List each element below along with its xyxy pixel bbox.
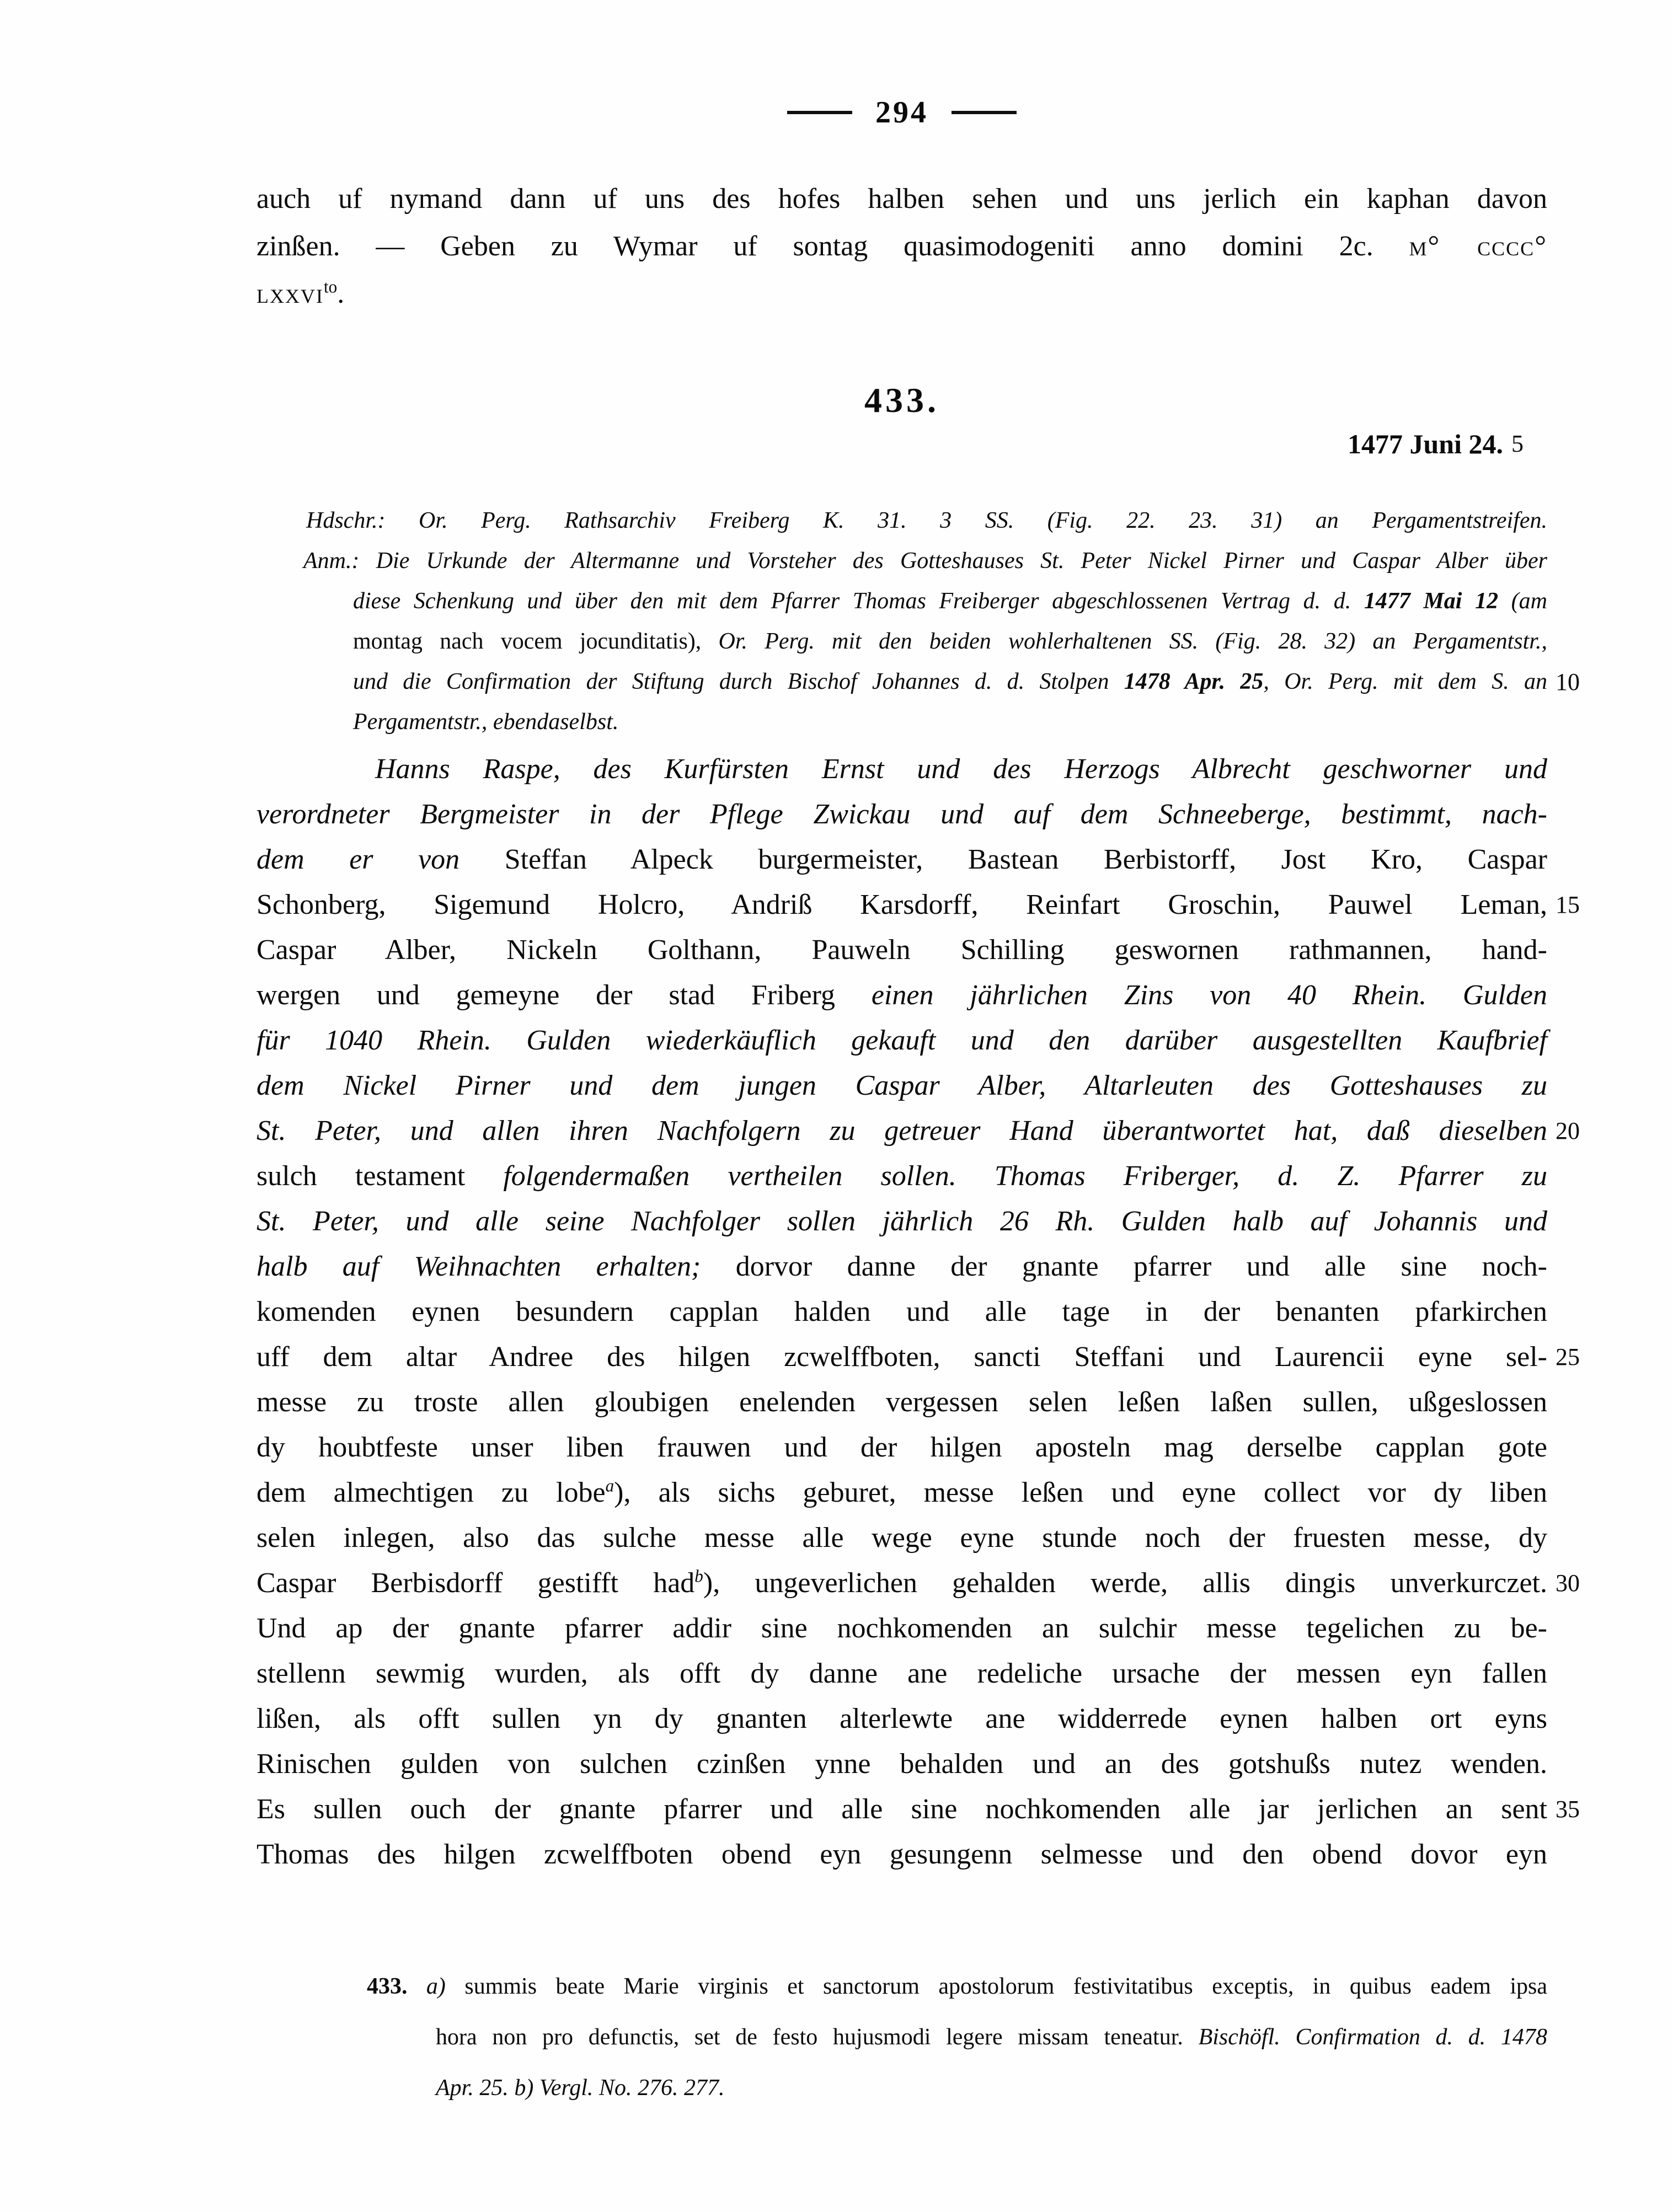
- text-segment: sulch testament: [256, 1160, 504, 1192]
- text-line: [256, 1154, 1547, 1199]
- text-segment: komenden eynen besundern capplan halden und alle tage in der benanten pfarkirchen: [256, 1296, 1547, 1327]
- text-line: [256, 973, 1547, 1018]
- text-line: [256, 747, 1547, 792]
- text-segment: dorvor danne der gnante pfarrer und alle sine noch-: [735, 1251, 1547, 1282]
- text-segment: to: [323, 277, 338, 297]
- text-line: [256, 1470, 1547, 1515]
- text-segment: a): [407, 1974, 465, 1999]
- header-right-rule: [952, 111, 1017, 114]
- text-line: [256, 1961, 1547, 2012]
- text-line: [256, 1244, 1547, 1289]
- document-date: 1477 Juni 24.: [1347, 429, 1503, 459]
- text-segment: zinßen. — Geben zu Wymar uf sontag quasimodogeniti anno domini 2c.: [256, 231, 1409, 262]
- text-segment: dem er von: [256, 844, 505, 875]
- text-line: [256, 581, 1547, 622]
- text-segment: Schonberg, Sigemund Holcro, Andriß Karsdorff, Reinfart Groschin, Pauwel Leman,: [256, 889, 1547, 920]
- text-line: [256, 2012, 1547, 2063]
- text-segment: für 1040 Rhein. Gulden wiederkäuflich gekauft und den darüber ausgestellten Kaufbrief: [256, 1025, 1547, 1056]
- text-line: [256, 662, 1580, 702]
- charter-text-block: [256, 747, 1580, 1877]
- text-segment: Es sullen ouch der gnante pfarrer und alle sine nochkomenden alle jar jerlichen an sent: [256, 1793, 1547, 1825]
- text-segment: dy houbtfeste unser liben frauwen und der hilgen aposteln mag derselbe capplan gote: [256, 1432, 1547, 1463]
- text-segment: summis beate Marie virginis et sanctorum apostolorum festivitatibus exceptis, in quibus eadem ipsa: [464, 1974, 1547, 1999]
- text-segment: Anm.: Die Urkunde der Altermanne und Vorsteher des Gotteshauses St. Peter Nickel Pirner und Caspar Alber über: [303, 548, 1547, 574]
- text-segment: Rinischen gulden von sulchen czinßen ynne behalden und an des gotshußs nutez wenden.: [256, 1748, 1547, 1780]
- text-segment: auch uf nymand dann uf uns des hofes halben sehen und uns jerlich ein kaphan davon: [256, 183, 1547, 215]
- text-line: [256, 1606, 1547, 1651]
- text-segment: , Or. Perg. mit dem S. an: [1263, 669, 1548, 694]
- document-date-row: [256, 427, 1547, 461]
- text-segment: Und ap der gnante pfarrer addir sine nochkomenden an sulchir messe tegelichen zu be-: [256, 1613, 1547, 1644]
- text-line: [256, 1651, 1547, 1696]
- text-segment: (am: [1498, 588, 1547, 614]
- text-line: [256, 1380, 1547, 1425]
- text-segment: folgendermaßen vertheilen sollen. Thomas Friberger, d. Z. Pfarrer zu: [503, 1160, 1548, 1192]
- apparatus-block: [256, 501, 1580, 742]
- text-segment: montag nach vocem jocunditatis),: [353, 629, 719, 654]
- margin-line-number: 5: [1511, 430, 1524, 457]
- text-segment: Pergamentstr., ebendaselbst.: [353, 709, 619, 735]
- text-segment: wergen und gemeyne der stad Friberg: [256, 979, 872, 1011]
- text-line: [256, 702, 1547, 742]
- page-number: 294: [875, 95, 928, 130]
- text-line: [256, 2063, 1547, 2113]
- text-line: [256, 1425, 1547, 1470]
- text-segment: stellenn sewmig wurden, als offt dy danne ane redeliche ursache der messen eyn fallen: [256, 1658, 1547, 1689]
- text-line: [256, 1696, 1547, 1742]
- previous-document-closing-paragraph: [256, 175, 1547, 318]
- text-line: [256, 501, 1547, 541]
- text-line: [256, 1063, 1547, 1108]
- footnotes-block: [256, 1961, 1547, 2113]
- text-segment: 433.: [367, 1974, 408, 1999]
- text-line: [256, 882, 1580, 928]
- text-segment: dem Nickel Pirner und dem jungen Caspar Alber, Altarleuten des Gotteshauses zu: [256, 1070, 1547, 1101]
- text-segment: 1478 Apr. 25: [1124, 669, 1264, 694]
- text-line: [256, 1787, 1580, 1832]
- text-segment: und die Confirmation der Stiftung durch Bischof Johannes d. d. Stolpen: [353, 669, 1124, 694]
- text-segment: Apr. 25. b) Vergl. No. 276. 277.: [436, 2075, 725, 2101]
- text-segment: hora non pro defunctis, set de festo hujusmodi legere missam teneatur.: [436, 2024, 1199, 2050]
- text-line: [256, 1515, 1547, 1561]
- header-left-rule: [787, 111, 852, 114]
- text-line: [256, 1561, 1580, 1606]
- page-header: [256, 93, 1547, 132]
- text-segment: selen inlegen, also das sulche messe alle wege eyne stunde noch der fruesten messe, dy: [256, 1522, 1547, 1554]
- text-segment: halb auf Weihnachten erhalten;: [256, 1251, 736, 1282]
- margin-line-number: 20: [1556, 1117, 1580, 1144]
- text-segment: Steffan Alpeck burgermeister, Bastean Berbistorff, Jost Kro, Caspar: [504, 844, 1548, 875]
- text-segment: ), ungeverlichen gehalden werde, allis dingis unverkurczet.: [703, 1567, 1547, 1599]
- document-number-heading: 433.: [864, 381, 939, 420]
- text-segment: Caspar Berbisdorff gestifft had: [256, 1567, 695, 1599]
- text-line: [256, 270, 1547, 318]
- margin-line-number: 10: [1556, 668, 1580, 695]
- text-segment: uff dem altar Andree des hilgen zcwelffboten, sancti Steffani und Laurencii eyne sel-: [256, 1341, 1547, 1373]
- text-segment: 1477 Mai 12: [1364, 588, 1499, 614]
- text-segment: .: [337, 278, 345, 309]
- margin-line-number: 25: [1556, 1343, 1580, 1370]
- margin-line-number: 30: [1556, 1570, 1580, 1597]
- text-segment: ), als sichs geburet, messe leßen und eyne collect vor dy liben: [614, 1477, 1547, 1508]
- text-segment: lißen, als offt sullen yn dy gnanten alterlewte ane widderrede eynen halben ort eyns: [256, 1703, 1547, 1734]
- margin-line-number: 15: [1556, 891, 1580, 918]
- text-line: [256, 1335, 1580, 1380]
- text-segment: Hdschr.: Or. Perg. Rathsarchiv Freiberg K. 31. 3 SS. (Fig. 22. 23. 31) an Pergamentstreifen.: [306, 508, 1547, 533]
- text-segment: Or. Perg. mit den beiden wohlerhaltenen SS. (Fig. 28. 32) an Pergamentstr.,: [718, 629, 1547, 654]
- text-line: [256, 792, 1547, 837]
- text-segment: lxxvi: [256, 278, 324, 309]
- text-segment: St. Peter, und allen ihren Nachfolgern zu getreuer Hand überantwortet hat, daß dieselben: [256, 1115, 1547, 1147]
- text-segment: verordneter Bergmeister in der Pflege Zwickau und auf dem Schneeberge, bestimmt, nach-: [256, 799, 1547, 830]
- text-segment: m° cccc°: [1409, 231, 1547, 262]
- text-line: [256, 1289, 1547, 1335]
- margin-line-number: 35: [1556, 1796, 1580, 1823]
- text-segment: diese Schenkung und über den mit dem Pfarrer Thomas Freiberger abgeschlossenen Vertrag d. d.: [353, 588, 1364, 614]
- text-line: [256, 175, 1547, 223]
- text-segment: Hanns Raspe, des Kurfürsten Ernst und des Herzogs Albrecht geschworner und: [375, 753, 1547, 785]
- text-line: [256, 223, 1547, 270]
- text-segment: dem almechtigen zu lobe: [256, 1477, 606, 1508]
- text-line: [256, 1742, 1547, 1787]
- text-segment: St. Peter, und alle seine Nachfolger sollen jährlich 26 Rh. Gulden halb auf Johannis und: [256, 1206, 1547, 1237]
- text-segment: b: [694, 1566, 703, 1586]
- text-line: [256, 541, 1547, 581]
- text-line: [256, 928, 1547, 973]
- text-segment: Caspar Alber, Nickeln Golthann, Pauweln Schilling geswornen rathmannen, hand-: [256, 934, 1547, 966]
- text-segment: einen jährlichen Zins von 40 Rhein. Gulden: [871, 979, 1548, 1011]
- text-segment: messe zu troste allen gloubigen enelenden vergessen selen leßen laßen sullen, ußgeslossen: [256, 1386, 1547, 1418]
- text-line: [256, 622, 1547, 662]
- text-line: [256, 1108, 1580, 1154]
- text-line: [256, 1832, 1547, 1877]
- text-segment: Bischöfl. Confirmation d. d. 1478: [1198, 2024, 1547, 2050]
- text-line: [256, 1199, 1547, 1244]
- text-segment: a: [605, 1476, 614, 1496]
- text-line: [256, 1018, 1547, 1063]
- text-segment: Thomas des hilgen zcwelffboten obend eyn gesungenn selmesse und den obend dovor eyn: [256, 1839, 1547, 1870]
- text-line: [256, 837, 1547, 882]
